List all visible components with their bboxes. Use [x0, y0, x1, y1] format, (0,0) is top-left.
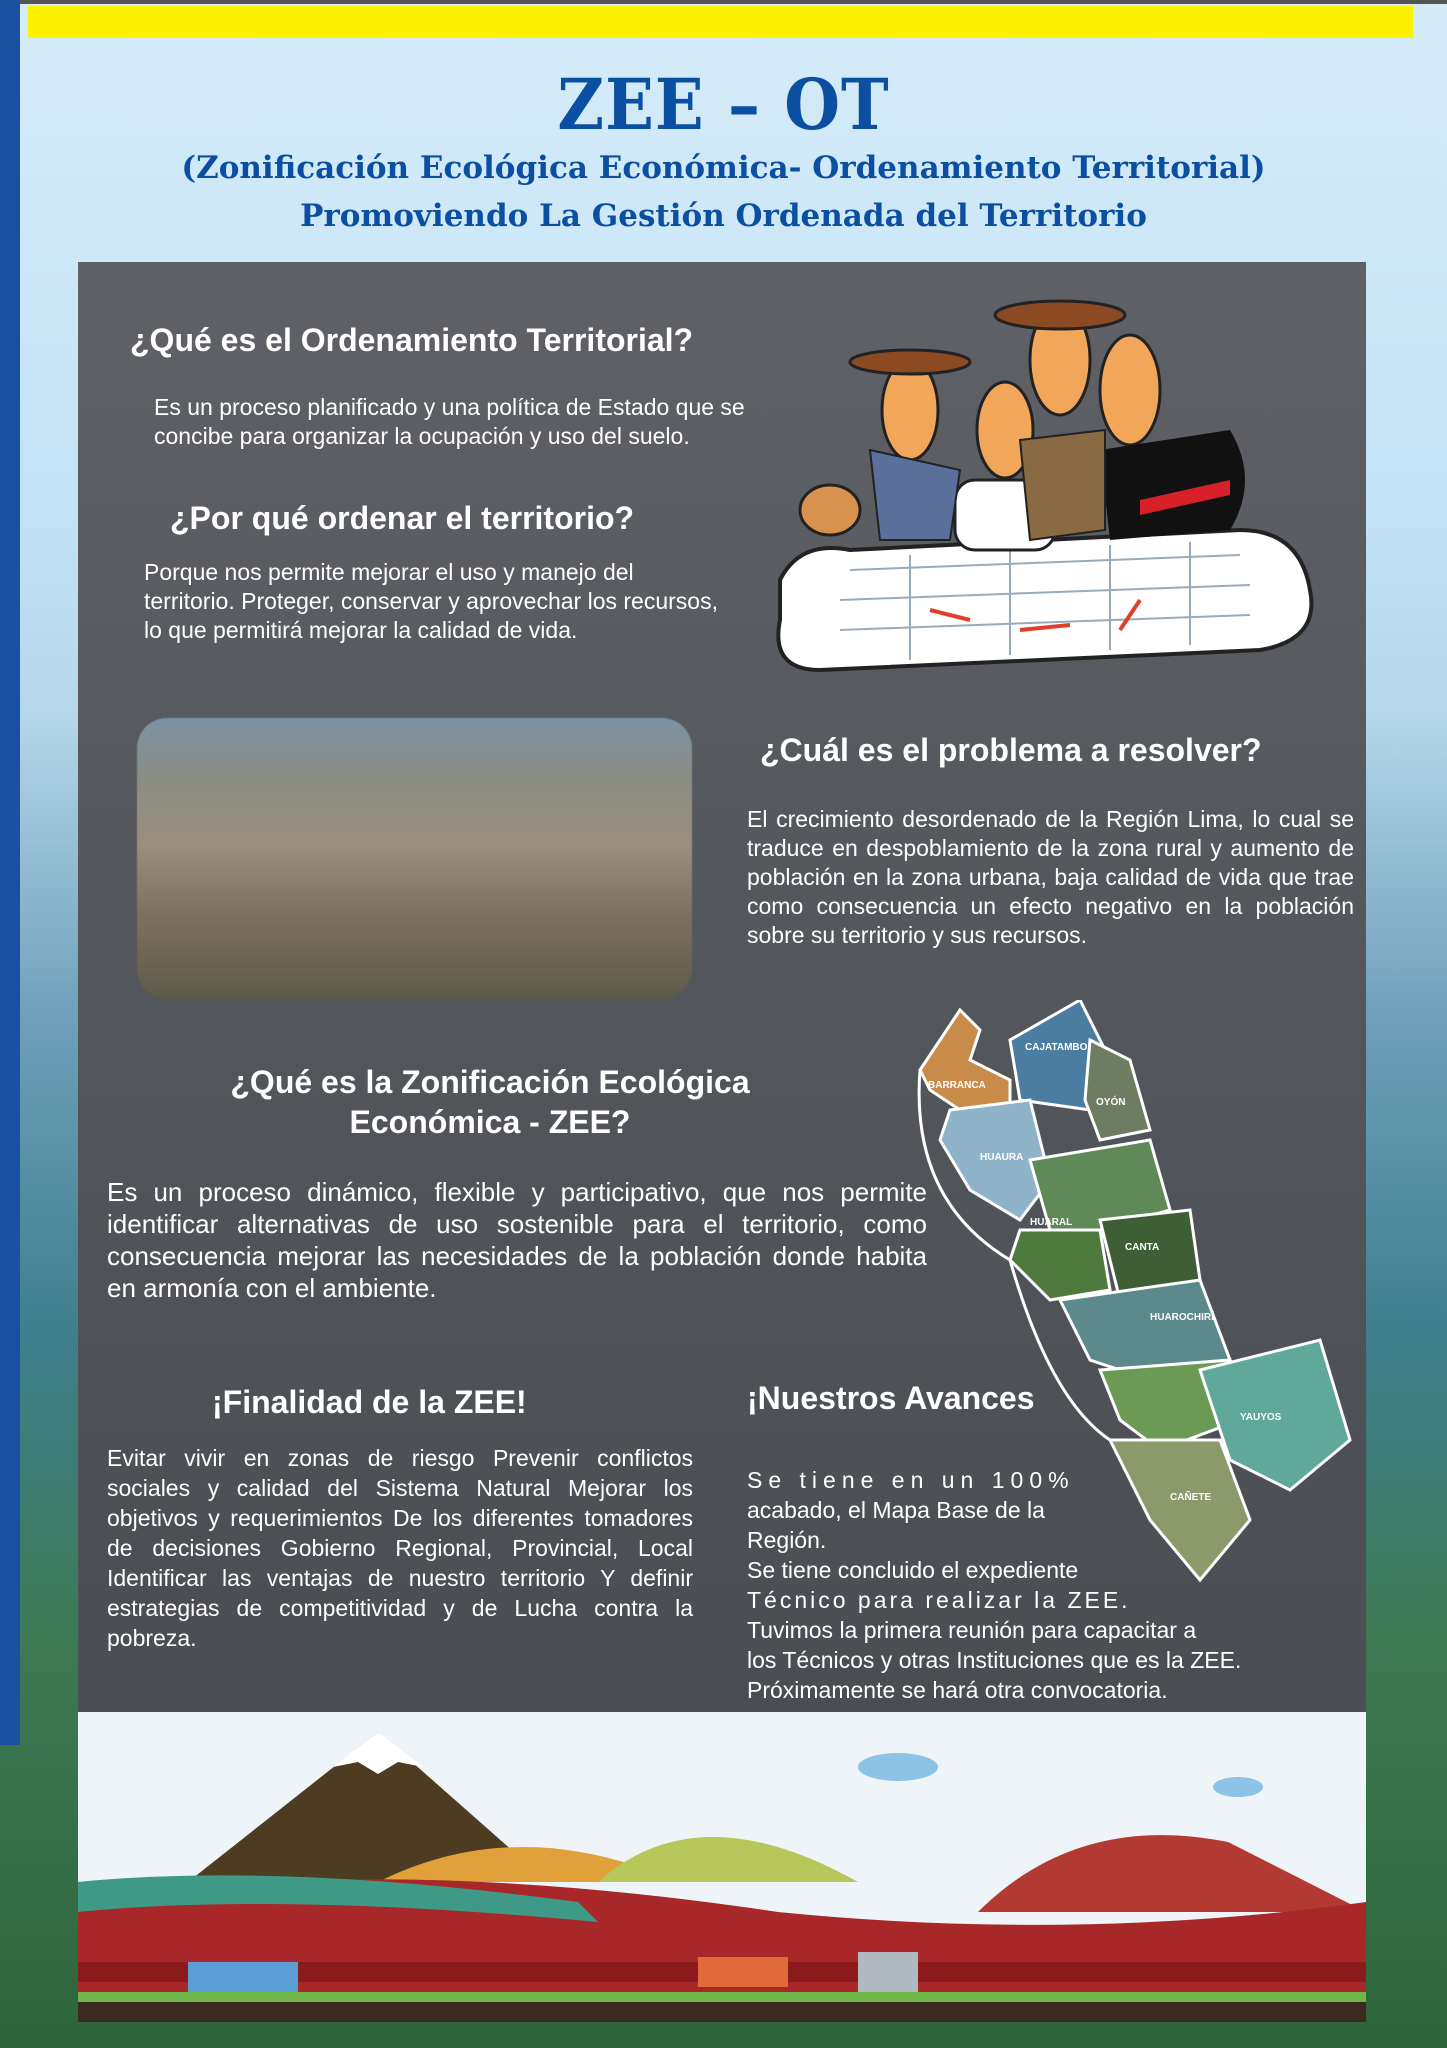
purpose-heading: ¡Finalidad de la ZEE!: [212, 1384, 527, 1420]
map-label-yauyos: YAUYOS: [1240, 1412, 1282, 1423]
progress-heading: ¡Nuestros Avances: [747, 1380, 1035, 1416]
progress-line: los Técnicos y otras Instituciones que es la ZEE.: [747, 1647, 1242, 1673]
poster-title: ZEE – OT: [557, 64, 890, 147]
progress-line: Tuvimos la primera reunión para capacitar a: [747, 1617, 1197, 1643]
why-heading: ¿Por qué ordenar el territorio?: [170, 500, 635, 536]
map-label-huarochiri: HUAROCHIRÍ: [1150, 1312, 1214, 1323]
progress-line: Se tiene concluido el expediente: [747, 1557, 1079, 1583]
landscape-illustration: [78, 1712, 1366, 2022]
purpose-text: Evitar vivir en zonas de riesgo Prevenir conflictos sociales y calidad del Sistema Natural Mejorar los objetivos y requerimientos De los diferentes tomadores de decisiones Gobierno Regional, Provincial, Local Identificar las ventajas de nuestro territorio Y definir estrategias de competitividad y de Lucha contra la pobreza.: [107, 1445, 693, 1651]
problem-text: El crecimiento desordenado de la Región Lima, lo cual se traduce en despoblamiento de la zona rural y aumento de población en la zona urbana, baja calidad de vida que trae como consecuencia un efecto negativo en la población sobre su territorio y sus recursos.: [747, 806, 1354, 948]
map-label-canta: CANTA: [1125, 1242, 1160, 1253]
why-text: Porque nos permite mejorar el uso y manejo del territorio. Proteger, conservar y aprovechar los recursos, lo que permitirá mejorar la calidad de vida.: [144, 559, 718, 643]
planners-cartoon-illustration: [760, 280, 1330, 680]
zee-heading-line1: ¿Qué es la Zonificación Ecológica: [230, 1064, 750, 1100]
city-aerial-photo: [137, 718, 692, 999]
zee-heading-line2: Económica - ZEE?: [349, 1104, 631, 1140]
zee-text: Es un proceso dinámico, flexible y participativo, que nos permite identificar alternativas de uso sostenible para el territorio, como consecuencia mejorar las necesidades de la población donde habita en armonía con el ambiente.: [107, 1177, 927, 1303]
map-label-canete: CAÑETE: [1170, 1492, 1212, 1503]
yellow-banner: [28, 6, 1413, 38]
poster-subtitle: (Zonificación Ecológica Económica- Ordenamiento Territorial): [181, 150, 1266, 186]
map-label-barranca: BARRANCA: [928, 1080, 986, 1091]
progress-line: Técnico para realizar la ZEE.: [747, 1587, 1131, 1613]
ot-text: Es un proceso planificado y una política de Estado que se concibe para organizar la ocupación y uso del suelo.: [154, 394, 745, 449]
map-label-oyon: OYÓN: [1096, 1097, 1126, 1108]
poster-tagline: Promoviendo La Gestión Ordenada del Territorio: [300, 198, 1147, 234]
map-label-cajatambo: CAJATAMBO: [1025, 1042, 1088, 1053]
left-blue-bar: [0, 0, 20, 1745]
ot-heading: ¿Qué es el Ordenamiento Territorial?: [130, 322, 694, 358]
problem-heading: ¿Cuál es el problema a resolver?: [760, 732, 1262, 768]
top-border: [20, 0, 1447, 4]
map-label-huaura: HUAURA: [980, 1152, 1024, 1163]
progress-list: [747, 1465, 1357, 1705]
progress-line: acabado, el Mapa Base de la Región.: [747, 1497, 1045, 1553]
map-label-huaral: HUARAL: [1030, 1217, 1073, 1228]
progress-line: Próximamente se hará otra convocatoria.: [747, 1677, 1168, 1703]
zee-heading: [195, 1062, 785, 1142]
progress-line: Se tiene en un 100%: [747, 1467, 1075, 1493]
